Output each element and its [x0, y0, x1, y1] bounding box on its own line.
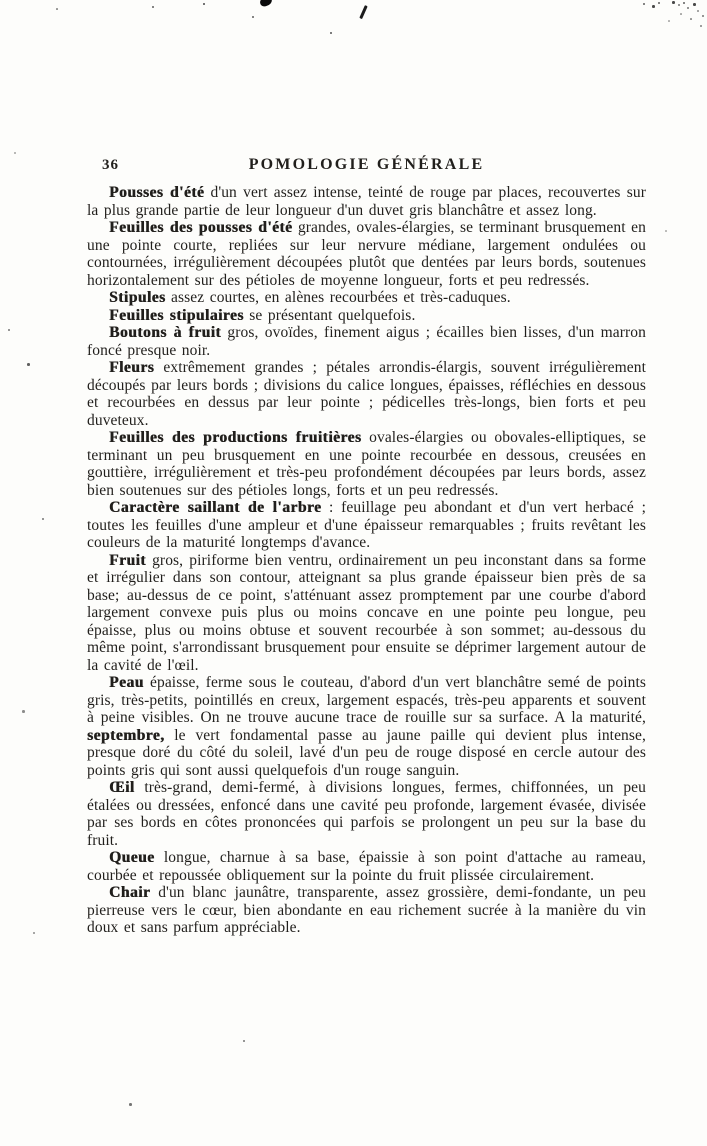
paragraph-text: : feuillage peu abondant et d'un vert herbacé ; toutes les feuilles d'une ampleur et d'une épaisseur remarquables ; fruits revêtant les couleurs de la maturité longtemps d'avance. [87, 499, 646, 551]
term-bold: Feuilles des productions fruitières [109, 429, 362, 446]
scan-speck [683, 2, 685, 4]
scan-speck [697, 10, 699, 12]
scan-speck [658, 2, 660, 4]
scan-speck [42, 518, 44, 520]
paragraph-text: d'un vert assez intense, teinté de rouge par places, recouvertes sur la plus grande partie de leur longueur d'un duvet gris blanchâtre et assez long. [87, 184, 646, 219]
paragraph-text: gros, piriforme bien ventru, ordinairement un peu inconstant dans sa forme et irrégulier dans son contour, atteignant sa plus grande épaisseur bien près de sa base; au-dessus de ce point, s'atténuant assez promptement par une courbe d'abord largement convexe puis plus ou moins concave en une pointe peu longue, peu épaisse, plus ou moins obtuse et souvent recourbée à son sommet; au-dessous du même point, s'arrondissant brusquement pour ensuite se déprimer largement autour de la cavité de l'œil. [87, 551, 646, 674]
scan-speck [33, 932, 35, 934]
scan-speck [643, 3, 645, 5]
paragraph-text: longue, charnue à sa base, épaissie à son point d'attache au rameau, courbée et repoussée obliquement sur la pointe du fruit plissée circulairement. [87, 849, 646, 884]
scan-speck [672, 1, 675, 4]
term-bold: Feuilles stipulaires [109, 306, 244, 324]
scan-speck [56, 8, 58, 10]
page-number: 36 [102, 157, 119, 173]
term-bold: Fruit [109, 551, 146, 569]
term-bold: Boutons à fruit [109, 324, 222, 341]
scan-speck [152, 6, 154, 8]
scan-speck [330, 32, 332, 34]
ink-blob-artifact [259, 0, 273, 7]
scan-speck [680, 13, 682, 15]
term-bold: Pousses d'été [109, 184, 205, 201]
scan-speck [243, 1040, 245, 1042]
paragraph [87, 552, 646, 675]
scan-speck [129, 1103, 132, 1106]
body-text [87, 184, 646, 937]
paragraph [87, 884, 646, 937]
paragraph-text: gros, ovoïdes, finement aigus ; écailles bien lisses, d'un marron foncé presque noir. [87, 324, 646, 359]
term-bold: Peau [109, 674, 144, 691]
scan-speck [203, 3, 205, 5]
paragraph [87, 184, 646, 219]
paragraph-text: se présentant quelquefois. [243, 306, 416, 324]
paragraph [87, 779, 646, 849]
scan-speck [687, 7, 689, 9]
paragraph [87, 307, 646, 325]
page-title: POMOLOGIE GÉNÉRALE [248, 156, 485, 173]
scan-speck [652, 5, 655, 8]
ink-slash-artifact [359, 5, 367, 19]
paragraph [87, 324, 646, 359]
paragraph [87, 219, 646, 289]
paragraph-text: grandes, ovales-élargies, se terminant brusquement en une pointe courte, repliées sur leur nervure médiane, largement ondulées ou contournées, irrégulièrement découpées plutôt que dentées par leurs bords, soutenues horizontalement sur des pétioles de moyenne longueur, forts et peu redressés. [87, 219, 646, 289]
page-header [87, 156, 646, 178]
term-bold: Chair [109, 884, 151, 901]
term-bold: Fleurs [109, 359, 155, 376]
paragraph-text: assez courtes, en alènes recourbées et très-caduques. [165, 289, 511, 306]
scan-speck [14, 152, 16, 154]
paragraph [87, 359, 646, 429]
paragraph [87, 849, 646, 884]
scan-speck [693, 3, 696, 6]
scan-speck [665, 230, 667, 232]
term-bold: septembre, [87, 726, 165, 744]
scan-speck [702, 15, 704, 17]
scan-speck [690, 18, 692, 20]
paragraph-text: épaisse, ferme sous le couteau, d'abord d'un vert blanchâtre semé de points gris, très-petits, pointillés en creux, largement espacés, très-peu apparents et souvent à peine visibles. On ne trouve aucune trace de rouille sur sa surface. A la maturité, [87, 674, 646, 726]
term-bold: Stipules [109, 289, 166, 306]
paragraph-text: le vert fondamental passe au jaune paille qui devient plus intense, presque doré du côté du soleil, lavé d'un peu de rouge disposé en cercle autour des points gris qui sont aussi quelquefois d'un rouge sanguin. [87, 726, 646, 779]
paragraph [87, 674, 646, 779]
paragraph [87, 499, 646, 552]
paragraph [87, 429, 646, 499]
term-bold: Caractère saillant de l'arbre [109, 499, 322, 516]
scan-speck [252, 16, 254, 18]
term-bold: Œil [109, 779, 135, 796]
term-bold: Feuilles des pousses d'été [109, 219, 293, 236]
paragraph-text: extrêmement grandes ; pétales arrondis-élargis, souvent irrégulièrement découpés par leurs bords ; divisions du calice longues, épaisses, réfléchies en dessous et recourbées en dessus par leur pointe ; pédicelles très-longs, bien forts et peu duveteux. [87, 359, 646, 429]
scan-speck [678, 4, 680, 6]
scan-speck [668, 20, 670, 22]
paragraph-text: très-grand, demi-fermé, à divisions longues, fermes, chiffonnées, un peu étalées ou dressées, enfoncé dans une cavité peu profonde, largement évasée, divisée par ses bords en côtes prononcées qui parfois se prolongent un peu sur la base du fruit. [87, 779, 646, 849]
paragraph [87, 289, 646, 307]
scan-speck [27, 363, 30, 366]
term-bold: Queue [109, 849, 155, 866]
paragraph-text: d'un blanc jaunâtre, transparente, assez grossière, demi-fondante, un peu pierreuse vers le cœur, bien abondante en eau richement sucrée à la manière du vin doux et sans parfum appréciable. [87, 884, 646, 936]
scan-speck [22, 710, 25, 713]
scan-speck [700, 25, 702, 27]
scan-speck [8, 329, 10, 331]
paragraph-text: ovales-élargies ou obovales-elliptiques, se terminant un peu brusquement en une pointe recourbée en dessous, creusées en gouttière, irrégulièrement et très-peu profondément découpées par leurs bords, assez bien soutenues sur des pétioles longs, forts et un peu redressés. [87, 429, 646, 499]
